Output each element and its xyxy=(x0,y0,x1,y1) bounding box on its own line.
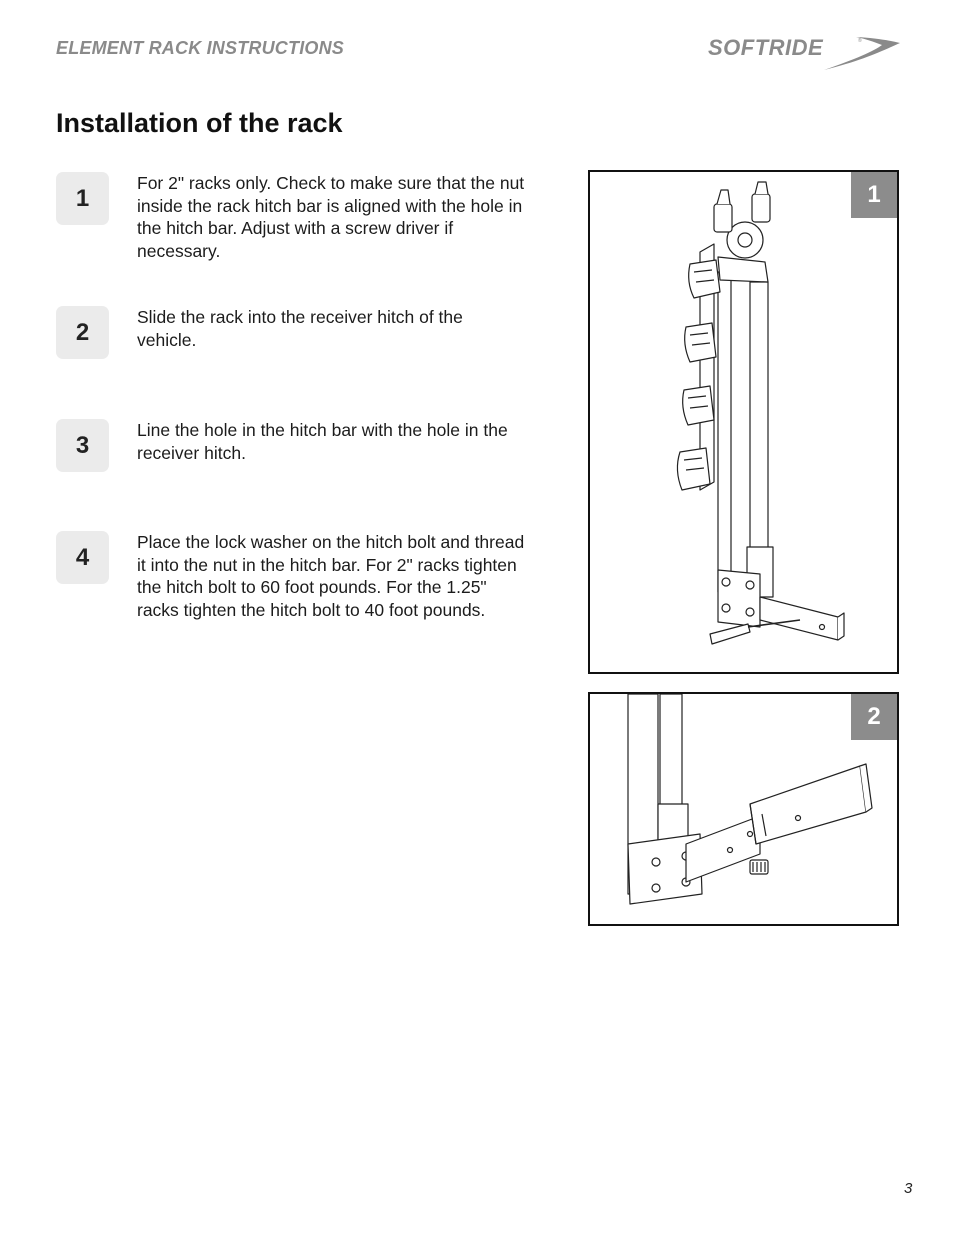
svg-text:®: ® xyxy=(858,38,862,44)
page-number: 3 xyxy=(904,1180,913,1197)
screwdriver-handle xyxy=(710,624,750,644)
hitch-bolt xyxy=(750,860,768,874)
figure-number-badge: 1 xyxy=(851,172,897,218)
hitch-bar xyxy=(686,816,760,882)
page-title: Installation of the rack xyxy=(56,108,343,138)
step-instruction-text: Place the lock washer on the hitch bolt and thread it into the nut in the hitch bar. For 2" racks tighten the hitch bolt to 60 foot pounds. For the 1.25" racks tighten the hitch bolt to 40 foot pounds. xyxy=(137,532,525,620)
swoosh-logo-icon xyxy=(824,37,900,70)
step-instruction-text: Slide the rack into the receiver hitch of the vehicle. xyxy=(137,307,463,350)
rack-mast xyxy=(718,272,731,592)
rack-rear-post xyxy=(750,282,768,557)
bike-cradle-1 xyxy=(689,260,720,298)
step-number-badge: 1 xyxy=(56,172,109,225)
top-clamp-left xyxy=(714,204,732,232)
document-header-title: ELEMENT RACK INSTRUCTIONS xyxy=(56,38,344,58)
softride-logo xyxy=(706,30,902,74)
bike-cradle-2 xyxy=(685,323,716,362)
figure-2 xyxy=(588,692,899,926)
top-clamp-right xyxy=(752,194,770,222)
logo-wordmark: SOFTRIDE xyxy=(708,35,824,60)
figure-1 xyxy=(588,170,899,674)
step-number-badge: 2 xyxy=(56,306,109,359)
step-number-badge: 4 xyxy=(56,531,109,584)
hitch-bar xyxy=(760,597,838,640)
bike-rack-illustration xyxy=(590,172,897,672)
bike-cradle-3 xyxy=(683,386,714,425)
step-number-badge: 3 xyxy=(56,419,109,472)
receiver-hitch xyxy=(750,766,866,844)
rack-inner-post xyxy=(660,694,682,814)
step-instruction-text: Line the hole in the hitch bar with the hole in the receiver hitch. xyxy=(137,420,508,463)
figure-number-badge: 2 xyxy=(851,694,897,740)
step-instruction-text: For 2" racks only. Check to make sure that the nut inside the rack hitch bar is aligned with the hole in the hitch bar. Adjust with a screw driver if necessary. xyxy=(137,173,525,261)
